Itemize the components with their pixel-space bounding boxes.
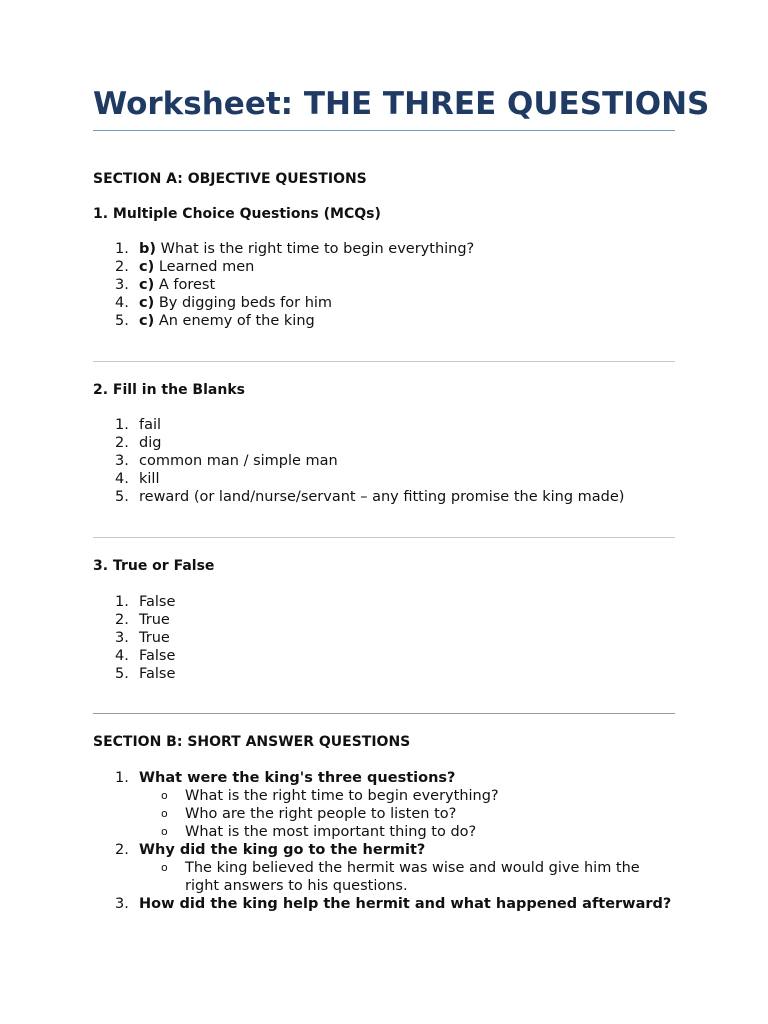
item-number: 5. [115, 666, 129, 682]
answer-key: c) [139, 277, 155, 293]
answer-text: False [139, 594, 176, 610]
item-number: 4. [115, 295, 129, 311]
list-item [93, 665, 175, 683]
section-divider [93, 713, 675, 714]
bullet-icon: o [161, 807, 168, 820]
answer-key: b) [139, 241, 157, 257]
fill-blanks-heading: 2. Fill in the Blanks [93, 382, 245, 398]
answer-text: What is the most important thing to do? [185, 824, 477, 840]
answer-text: What is the right time to begin everything? [160, 241, 475, 257]
answer-text: fail [139, 417, 162, 433]
answer-text: False [139, 666, 176, 682]
item-number: 3. [115, 630, 129, 646]
list-item [93, 488, 624, 506]
answer-text: The king believed the hermit was wise and would give him the right answers to his questions. [185, 860, 640, 894]
bullet-icon: o [161, 825, 168, 838]
section-b-heading: SECTION B: SHORT ANSWER QUESTIONS [93, 734, 411, 750]
item-number: 2. [115, 612, 129, 628]
answer-text: True [139, 612, 170, 628]
answer-text: reward (or land/nurse/servant – any fitting promise the king made) [139, 489, 625, 505]
list-item [93, 611, 175, 629]
item-number: 4. [115, 648, 129, 664]
list-item [93, 416, 624, 434]
answer-text: A forest [158, 277, 216, 293]
item-number: 2. [115, 435, 129, 451]
sub-item [139, 805, 655, 823]
item-number: 5. [115, 313, 129, 329]
answer-text: True [139, 630, 170, 646]
answer-text: kill [139, 471, 160, 487]
answer-key: c) [139, 259, 155, 275]
item-number: 3. [115, 453, 129, 469]
list-item [93, 434, 624, 452]
section-divider [93, 537, 675, 538]
answer-text: False [139, 648, 176, 664]
item-number: 1. [115, 241, 129, 257]
answer-text: Who are the right people to listen to? [185, 806, 457, 822]
list-item [93, 276, 474, 294]
true-false-heading: 3. True or False [93, 558, 215, 574]
answer-text: common man / simple man [139, 453, 338, 469]
item-number: 1. [115, 417, 129, 433]
fill-blanks-list [93, 416, 624, 506]
true-false-list [93, 593, 175, 683]
answer-key: c) [139, 295, 155, 311]
list-item [93, 312, 474, 330]
question-text: What were the king's three questions? [139, 770, 456, 786]
mcq-heading: 1. Multiple Choice Questions (MCQs) [93, 206, 381, 222]
page-title: Worksheet: THE THREE QUESTIONS [93, 86, 710, 122]
question-text: How did the king help the hermit and what happened afterward? [139, 896, 672, 912]
item-number: 2. [115, 259, 129, 275]
title-divider [93, 130, 675, 131]
list-item [93, 258, 474, 276]
answer-text: By digging beds for him [158, 295, 333, 311]
answer-text: An enemy of the king [158, 313, 315, 329]
section-a-heading: SECTION A: OBJECTIVE QUESTIONS [93, 171, 367, 187]
sub-item [139, 823, 655, 841]
answer-sublist [139, 787, 671, 841]
list-item [93, 895, 671, 913]
sub-item [139, 859, 655, 895]
list-item [93, 240, 474, 258]
short-answer-list [93, 769, 671, 913]
item-number: 3. [115, 896, 129, 912]
bullet-icon: o [161, 789, 168, 802]
bullet-icon: o [161, 861, 168, 874]
answer-key: c) [139, 313, 155, 329]
list-item [93, 647, 175, 665]
list-item [93, 470, 624, 488]
question-text: Why did the king go to the hermit? [139, 842, 426, 858]
answer-text: Learned men [158, 259, 255, 275]
answer-sublist [139, 859, 671, 895]
list-item [93, 593, 175, 611]
item-number: 1. [115, 594, 129, 610]
list-item [93, 629, 175, 647]
list-item [93, 841, 671, 895]
list-item [93, 769, 671, 841]
list-item [93, 294, 474, 312]
sub-item [139, 787, 655, 805]
item-number: 4. [115, 471, 129, 487]
answer-text: What is the right time to begin everything? [185, 788, 499, 804]
mcq-list [93, 240, 474, 330]
item-number: 2. [115, 842, 129, 858]
item-number: 3. [115, 277, 129, 293]
item-number: 1. [115, 770, 129, 786]
answer-text: dig [139, 435, 162, 451]
list-item [93, 452, 624, 470]
section-divider [93, 361, 675, 362]
item-number: 5. [115, 489, 129, 505]
